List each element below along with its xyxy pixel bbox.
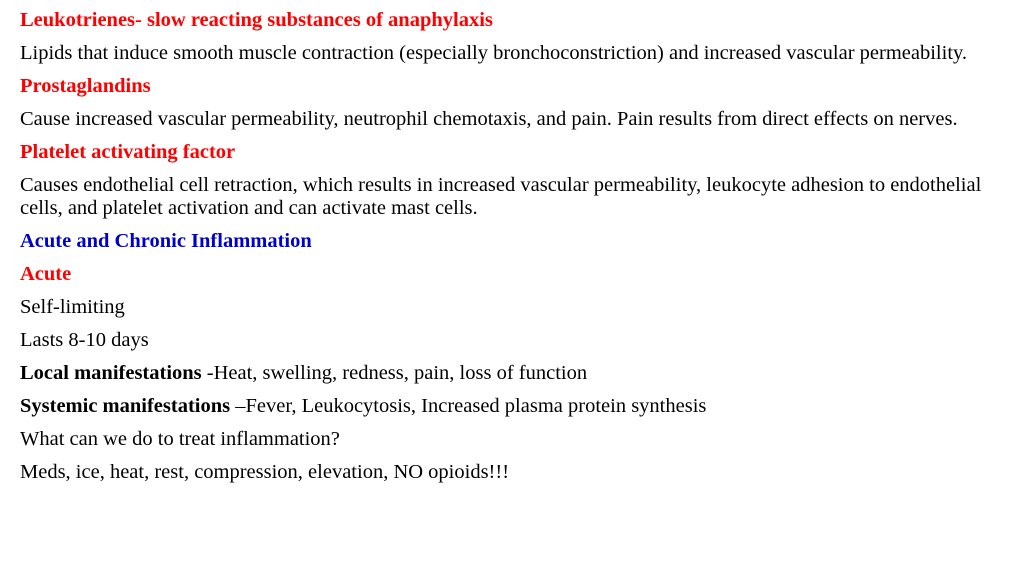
platelet-activating-factor-description: Causes endothelial cell retraction, which results in increased vascular permeability, leukocyte adhesion to endothelial cells, and platelet activation and can activate mast cells. — [20, 174, 982, 219]
leukotrienes-description: Lipids that induce smooth muscle contraction (especially bronchoconstriction) and increased vascular permeability. — [20, 42, 968, 64]
acute-duration: Lasts 8-10 days — [20, 329, 149, 351]
prostaglandins-heading: Prostaglandins — [20, 75, 151, 97]
systemic-manifestations-text: –Fever, Leukocytosis, Increased plasma protein synthesis — [230, 395, 707, 417]
leukotrienes-heading: Leukotrienes- slow reacting substances of anaphylaxis — [20, 9, 493, 31]
acute-chronic-inflammation-heading: Acute and Chronic Inflammation — [20, 230, 312, 252]
prostaglandins-description: Cause increased vascular permeability, neutrophil chemotaxis, and pain. Pain results from direct effects on nerves. — [20, 108, 958, 130]
treatment-question: What can we do to treat inflammation? — [20, 428, 340, 450]
acute-self-limiting: Self-limiting — [20, 296, 125, 318]
systemic-manifestations-label: Systemic manifestations — [20, 395, 231, 417]
local-manifestations-line — [20, 362, 1004, 385]
acute-heading: Acute — [20, 263, 72, 285]
local-manifestations-text: -Heat, swelling, redness, pain, loss of function — [201, 362, 588, 384]
local-manifestations-label: Local manifestations — [20, 362, 202, 384]
treatment-answer: Meds, ice, heat, rest, compression, elevation, NO opioids!!! — [20, 461, 510, 483]
systemic-manifestations-line — [20, 395, 1004, 418]
platelet-activating-factor-heading: Platelet activating factor — [20, 141, 236, 163]
